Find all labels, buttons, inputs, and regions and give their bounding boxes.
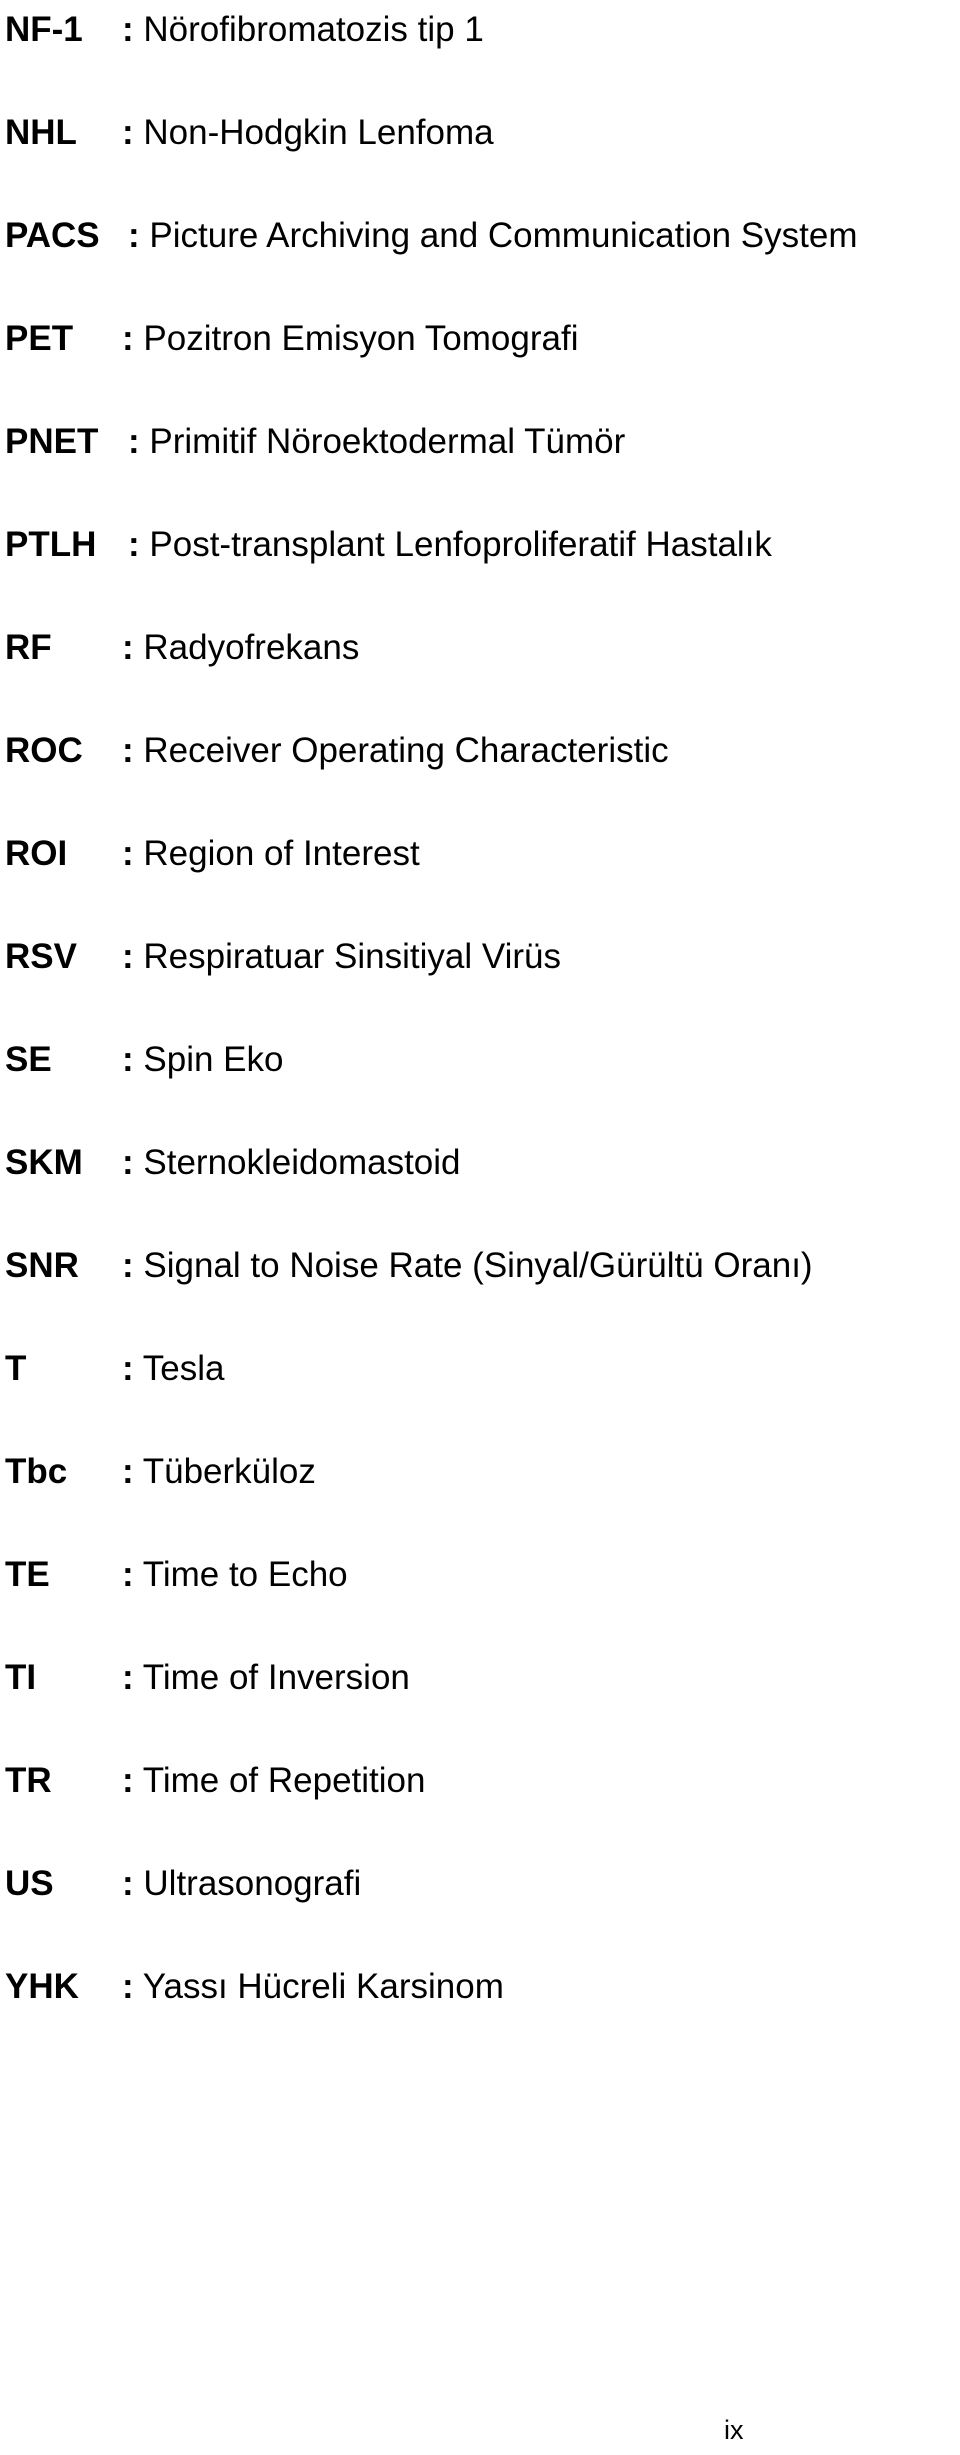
abbreviation-definition: Pozitron Emisyon Tomografi [143, 319, 579, 358]
abbreviation-term: TI [5, 1658, 37, 1697]
abbreviation-definition-wrap [122, 927, 561, 987]
abbreviation-definition-wrap [128, 412, 625, 472]
separator: : [122, 1452, 134, 1491]
abbreviation-definition-wrap [122, 1030, 283, 1090]
separator: : [122, 834, 134, 873]
abbreviation-definition: Nörofibromatozis tip 1 [143, 10, 484, 49]
separator: : [122, 1349, 134, 1388]
abbreviation-row [0, 103, 960, 163]
abbreviation-definition: Signal to Noise Rate (Sinyal/Gürültü Oranı) [143, 1246, 813, 1285]
abbreviation-definition-wrap [122, 721, 669, 781]
abbreviation-term: SNR [5, 1246, 79, 1285]
abbreviation-term: NHL [5, 113, 77, 152]
abbreviation-definition-wrap [122, 1751, 425, 1811]
abbreviation-definition: Tüberküloz [142, 1452, 316, 1491]
abbreviation-term: YHK [5, 1967, 79, 2006]
abbreviation-row [0, 1442, 960, 1502]
abbreviation-definition: Radyofrekans [143, 628, 360, 667]
abbreviation-term: PACS [5, 216, 100, 255]
abbreviation-definition-wrap [122, 824, 420, 884]
abbreviation-row [0, 1854, 960, 1914]
abbreviation-definition-wrap [122, 1545, 348, 1605]
abbreviation-term: RSV [5, 937, 77, 976]
abbreviation-definition-wrap [122, 1854, 361, 1914]
abbreviation-definition: Region of Interest [143, 834, 420, 873]
abbreviation-definition-wrap [122, 1648, 410, 1708]
abbreviation-row [0, 412, 960, 472]
abbreviation-definition-wrap [122, 1236, 813, 1296]
abbreviation-term: NF-1 [5, 10, 83, 49]
separator: : [122, 937, 134, 976]
abbreviation-row [0, 1133, 960, 1193]
abbreviation-term: SE [5, 1040, 52, 1079]
abbreviation-row [0, 721, 960, 781]
abbreviation-definition: Respiratuar Sinsitiyal Virüs [143, 937, 561, 976]
abbreviation-row [0, 1545, 960, 1605]
abbreviation-definition-wrap [122, 103, 494, 163]
separator: : [128, 525, 140, 564]
abbreviation-definition: Time of Inversion [142, 1658, 410, 1697]
abbreviation-definition-wrap [122, 1442, 316, 1502]
page-number: ix [724, 2415, 744, 2445]
separator: : [122, 10, 134, 49]
abbreviation-definition-wrap [128, 515, 772, 575]
abbreviation-term: ROI [5, 834, 68, 873]
separator: : [122, 1040, 134, 1079]
abbreviation-definition-wrap [122, 0, 484, 60]
abbreviation-definition-wrap [128, 206, 857, 266]
abbreviation-row [0, 927, 960, 987]
abbreviation-term: Tbc [5, 1452, 68, 1491]
abbreviation-term: PET [5, 319, 74, 358]
abbreviation-term: PTLH [5, 525, 97, 564]
separator: : [122, 731, 134, 770]
abbreviation-row [0, 1751, 960, 1811]
abbreviation-definition: Ultrasonografi [143, 1864, 362, 1903]
abbreviation-row [0, 309, 960, 369]
separator: : [122, 1967, 134, 2006]
abbreviation-row [0, 1957, 960, 2017]
abbreviation-definition: Yassı Hücreli Karsinom [142, 1967, 504, 2006]
separator: : [122, 1761, 134, 1800]
abbreviation-definition-wrap [122, 1339, 224, 1399]
abbreviation-row [0, 618, 960, 678]
abbreviation-definition-wrap [122, 1957, 504, 2017]
separator: : [122, 1864, 134, 1903]
abbreviation-definition: Picture Archiving and Communication System [149, 216, 858, 255]
abbreviation-row [0, 1339, 960, 1399]
separator: : [122, 319, 134, 358]
abbreviation-term: PNET [5, 422, 99, 461]
abbreviation-term: US [5, 1864, 54, 1903]
abbreviation-row [0, 206, 960, 266]
abbreviation-term: T [5, 1349, 27, 1388]
separator: : [122, 113, 134, 152]
abbreviation-row [0, 1030, 960, 1090]
separator: : [128, 216, 140, 255]
abbreviation-definition-wrap [122, 1133, 461, 1193]
abbreviation-definition: Spin Eko [143, 1040, 284, 1079]
abbreviation-definition: Time of Repetition [142, 1761, 426, 1800]
abbreviation-definition: Receiver Operating Characteristic [143, 731, 669, 770]
abbreviation-term: TR [5, 1761, 52, 1800]
abbreviation-row [0, 1236, 960, 1296]
abbreviation-row [0, 1648, 960, 1708]
abbreviation-term: ROC [5, 731, 83, 770]
separator: : [122, 1658, 134, 1697]
separator: : [122, 1555, 134, 1594]
abbreviation-definition: Post-transplant Lenfoproliferatif Hastalık [149, 525, 772, 564]
abbreviation-row [0, 824, 960, 884]
abbreviation-row [0, 0, 960, 60]
abbreviation-definition-wrap [122, 309, 578, 369]
abbreviation-term: SKM [5, 1143, 83, 1182]
abbreviation-term: RF [5, 628, 52, 667]
abbreviation-definition: Sternokleidomastoid [143, 1143, 461, 1182]
abbreviation-definition: Tesla [142, 1349, 225, 1388]
separator: : [128, 422, 140, 461]
abbreviation-row [0, 515, 960, 575]
abbreviation-definition: Non-Hodgkin Lenfoma [143, 113, 494, 152]
separator: : [122, 1143, 134, 1182]
abbreviation-definition: Time to Echo [142, 1555, 348, 1594]
abbreviation-term: TE [5, 1555, 50, 1594]
abbreviation-definition: Primitif Nöroektodermal Tümör [149, 422, 626, 461]
separator: : [122, 628, 134, 667]
separator: : [122, 1246, 134, 1285]
abbreviation-definition-wrap [122, 618, 359, 678]
